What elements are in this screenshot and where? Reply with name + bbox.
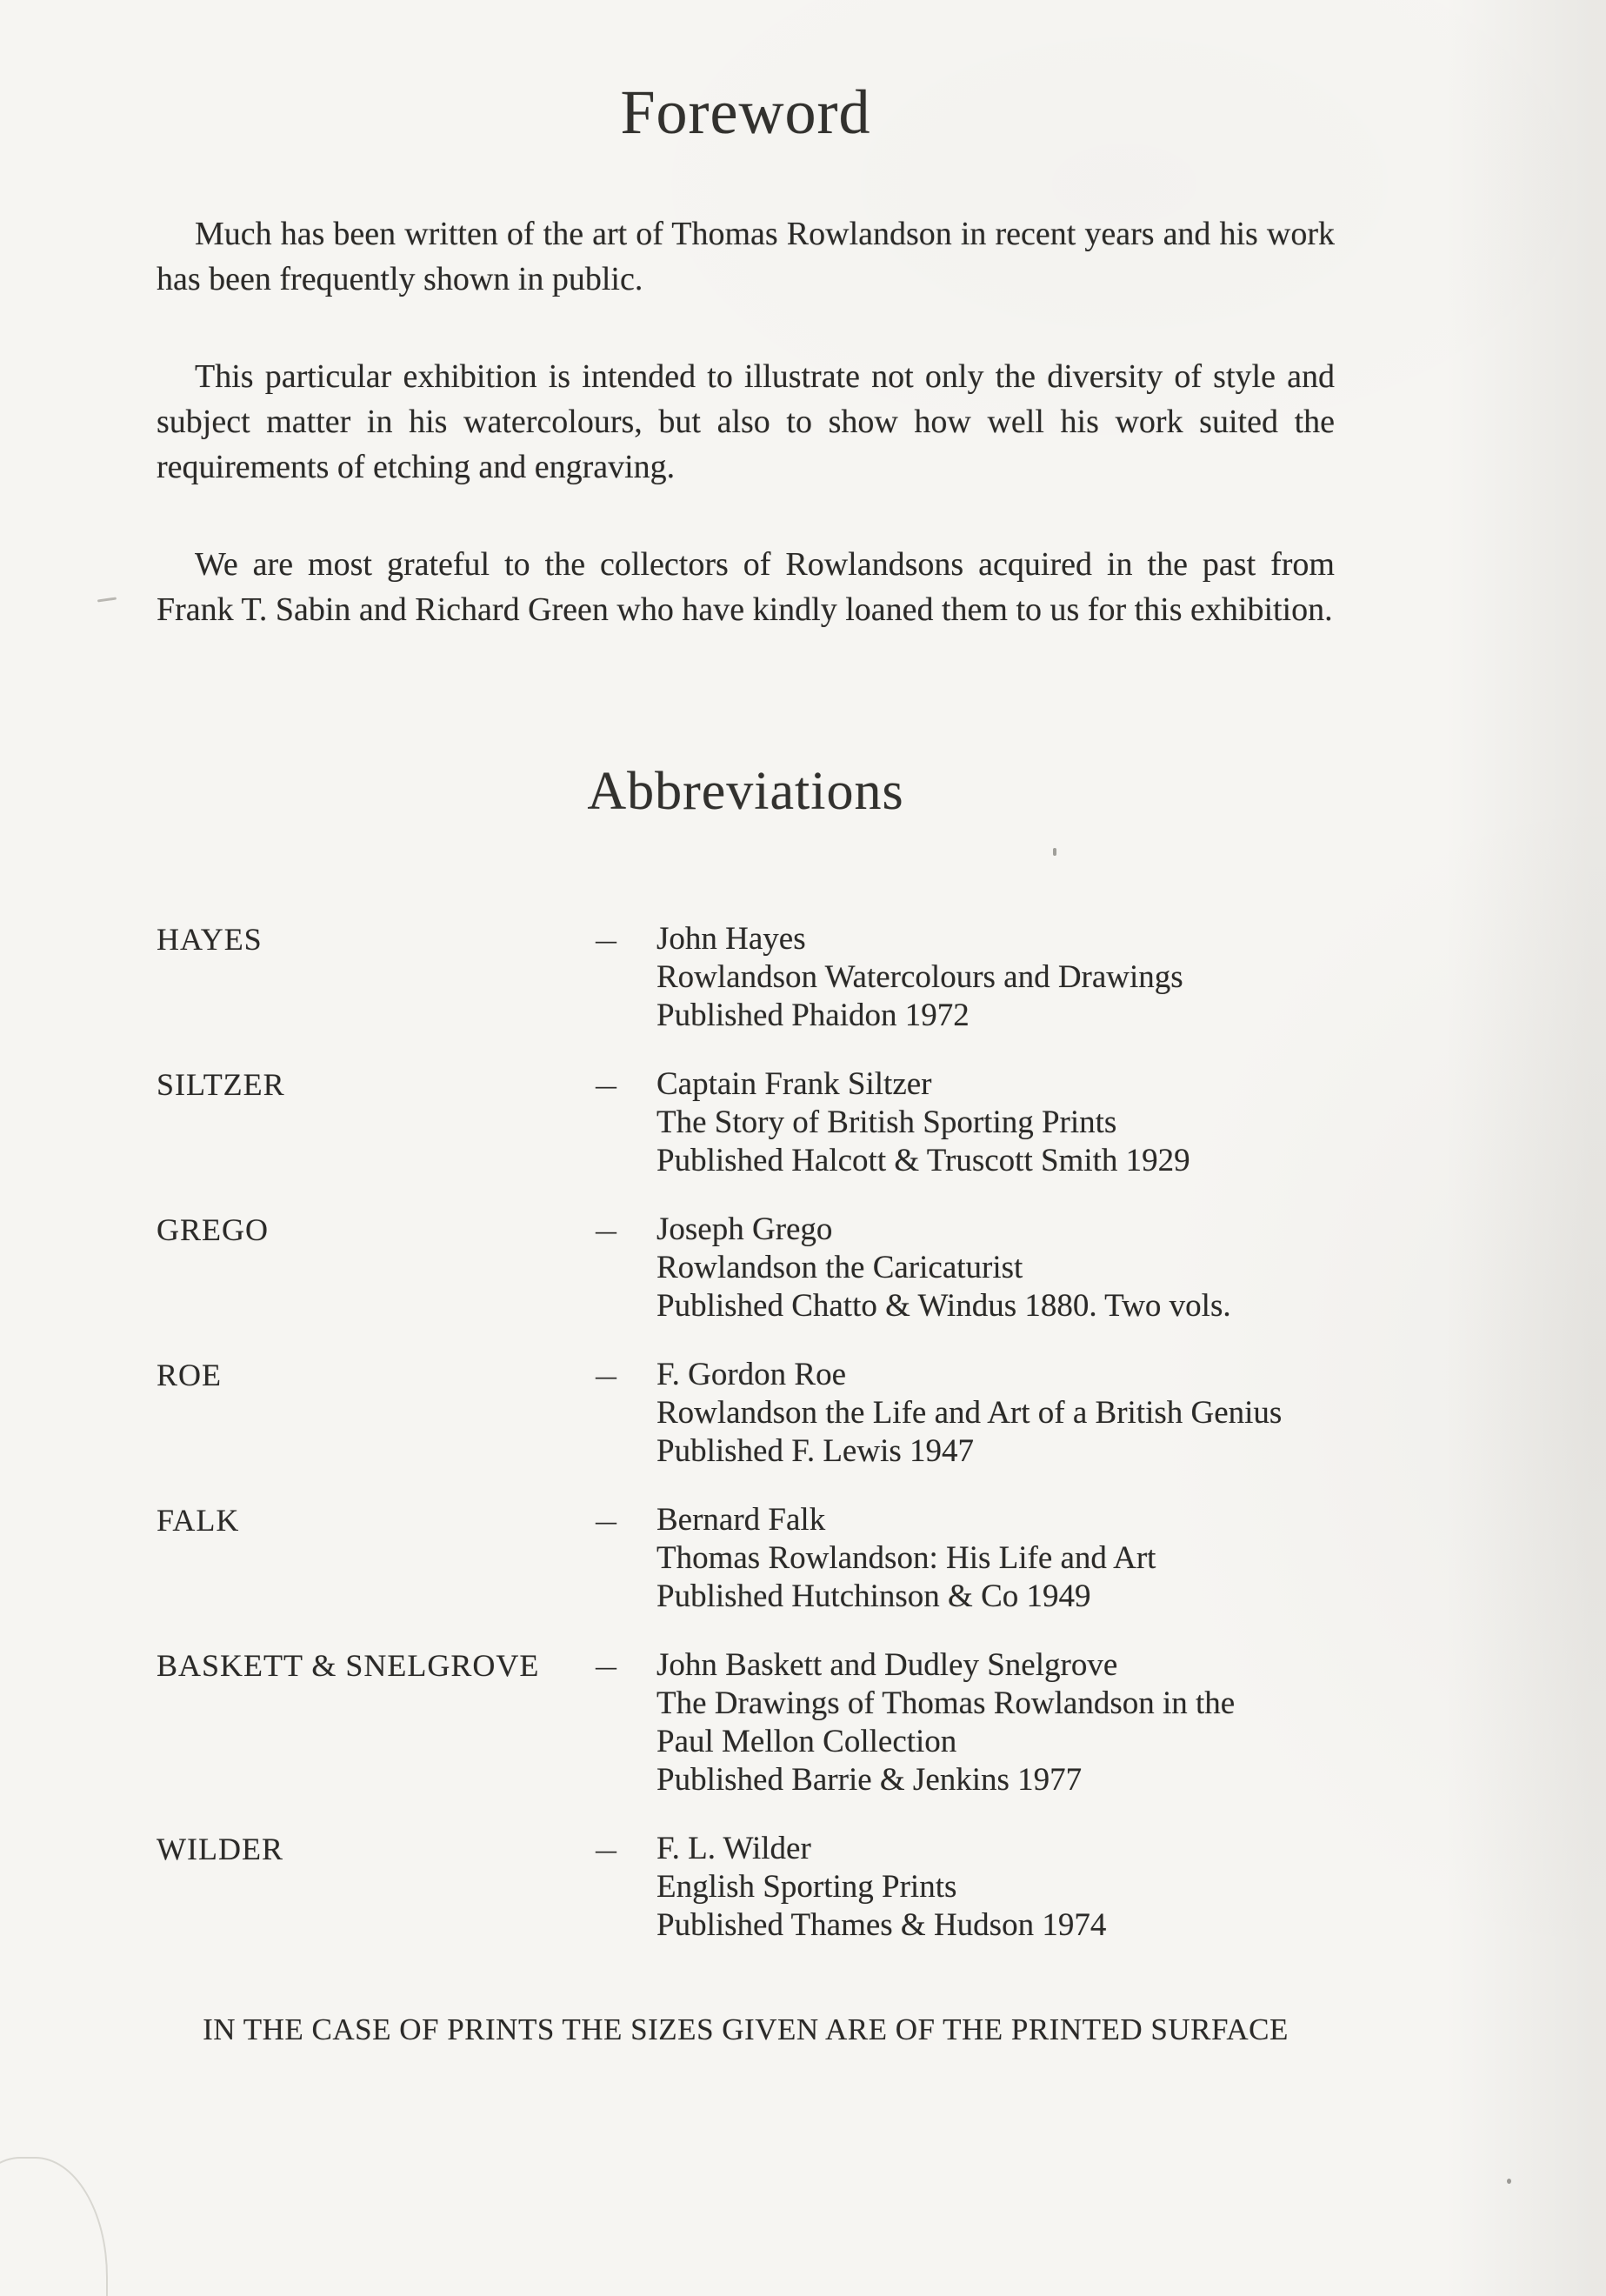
abbreviation-term: GREGO [157,1212,269,1247]
dash-separator: — [596,1650,616,1681]
abbreviation-row [157,1501,1335,1616]
abbreviation-line: Published Phaidon 1972 [656,998,970,1033]
abbreviation-line: Rowlandson Watercolours and Drawings [656,959,1183,995]
abbreviation-line: Paul Mellon Collection [656,1724,957,1759]
abbreviations-list [157,920,1335,1945]
abbreviation-description [656,1646,1335,1799]
abbreviation-line: Bernard Falk [656,1502,826,1538]
scan-speck [1053,848,1056,856]
abbreviation-row [157,1646,1335,1799]
abbreviation-term: SILTZER [157,1067,285,1102]
abbreviation-term: WILDER [157,1832,283,1866]
abbreviation-line: Captain Frank Siltzer [656,1066,932,1102]
abbreviation-row [157,920,1335,1035]
scan-speck [97,597,117,602]
abbreviation-description [656,1830,1335,1945]
abbreviation-line: F. L. Wilder [656,1831,811,1866]
section-title-abbreviations: Abbreviations [587,762,904,821]
page-content [157,0,1335,2047]
abbreviation-line: Rowlandson the Life and Art of a British Genius [656,1395,1283,1431]
abbreviation-term: FALK [157,1503,240,1538]
abbreviation-line: F. Gordon Roe [656,1357,847,1392]
abbreviation-line: Rowlandson the Caricaturist [656,1250,1023,1285]
abbreviation-line: Published F. Lewis 1947 [656,1433,974,1469]
scan-crease-artifact [0,2157,108,2296]
scan-speck [1507,2179,1511,2184]
abbreviation-line: Published Chatto & Windus 1880. Two vols. [656,1288,1231,1324]
dash-separator: — [596,1214,616,1245]
abbreviation-line: John Hayes [656,921,806,957]
abbreviation-description [656,1211,1335,1325]
abbreviation-term: ROE [157,1358,222,1392]
abbreviation-row [157,1830,1335,1945]
abbreviation-line: John Baskett and Dudley Snelgrove [656,1647,1118,1683]
page-title: Foreword [620,77,871,147]
abbreviation-description [656,1356,1335,1471]
abbreviation-description [656,1501,1335,1616]
abbreviation-term: BASKETT & SNELGROVE [157,1648,540,1683]
abbreviation-description [656,1065,1335,1180]
foreword-text [157,211,1335,632]
dash-separator: — [596,1505,616,1536]
foreword-paragraph-1: Much has been written of the art of Thomas Rowlandson in recent years and his work has been frequently shown in public. [157,216,1335,297]
abbreviation-line: Thomas Rowlandson: His Life and Art [656,1540,1156,1576]
abbreviation-row [157,1211,1335,1325]
abbreviation-line: Joseph Grego [656,1211,833,1247]
abbreviation-line: English Sporting Prints [656,1869,957,1905]
abbreviation-line: Published Halcott & Truscott Smith 1929 [656,1143,1190,1178]
dash-separator: — [596,1069,616,1100]
abbreviation-row [157,1356,1335,1471]
abbreviation-description [656,920,1335,1035]
abbreviation-line: The Story of British Sporting Prints [656,1105,1117,1140]
footer-note: IN THE CASE OF PRINTS THE SIZES GIVEN ARE OF THE PRINTED SURFACE [203,2012,1289,2046]
foreword-paragraph-2: This particular exhibition is intended to illustrate not only the diversity of style and subject matter in his watercolours, but also to show how well his work suited the requirements of etching and engraving. [157,358,1335,485]
abbreviation-term: HAYES [157,922,263,957]
abbreviation-row [157,1065,1335,1180]
abbreviation-line: The Drawings of Thomas Rowlandson in the [656,1685,1236,1721]
dash-separator: — [596,1833,616,1865]
abbreviation-line: Published Thames & Hudson 1974 [656,1907,1107,1943]
abbreviation-line: Published Barrie & Jenkins 1977 [656,1762,1083,1798]
dash-separator: — [596,1359,616,1391]
foreword-paragraph-3: We are most grateful to the collectors of Rowlandsons acquired in the past from Frank T. Sabin and Richard Green who have kindly loaned them to us for this exhibition. [157,546,1335,628]
dash-separator: — [596,924,616,955]
abbreviation-line: Published Hutchinson & Co 1949 [656,1578,1091,1614]
